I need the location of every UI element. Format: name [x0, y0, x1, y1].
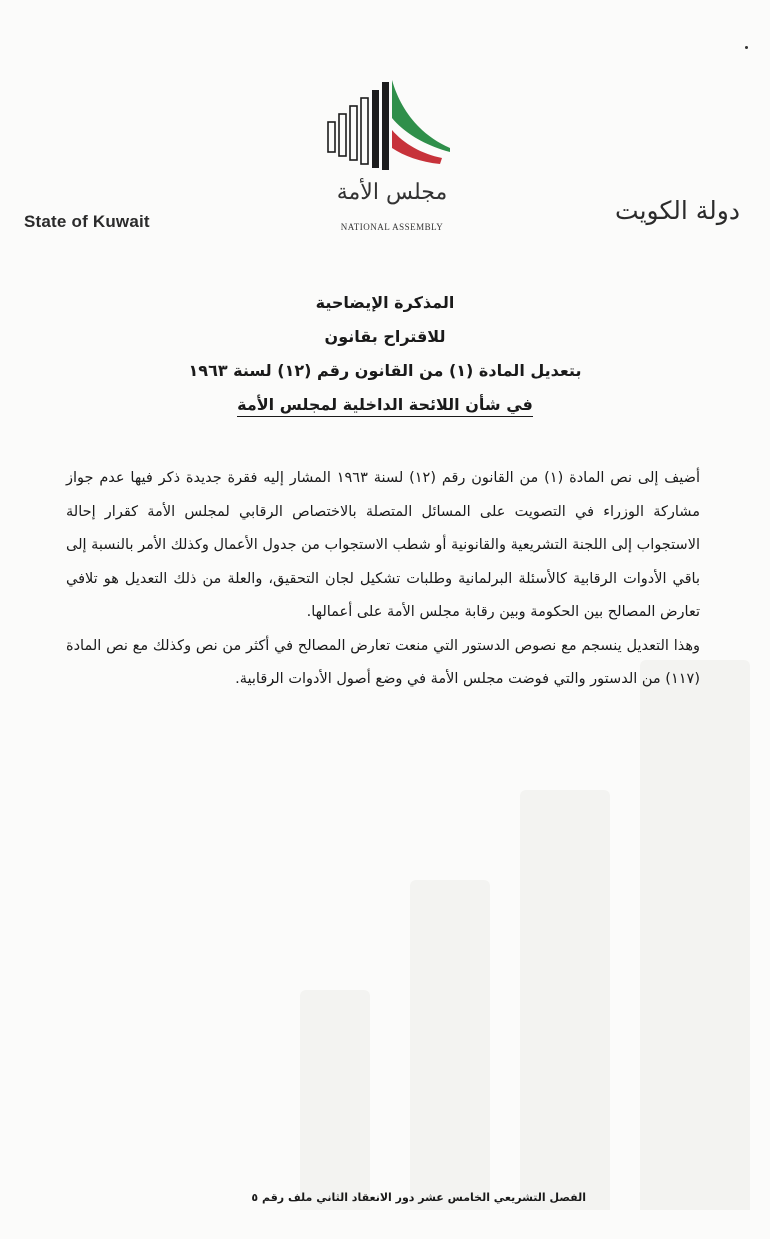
title-line-1: المذكرة الإيضاحية	[315, 293, 455, 312]
title-line-2: للاقتراح بقانون	[324, 327, 446, 346]
title-line-4: في شأن اللائحة الداخلية لمجلس الأمة	[237, 395, 533, 417]
watermark-bar	[410, 880, 490, 1210]
title-line-4-container	[100, 388, 670, 422]
body-paragraph-2: وهذا التعديل ينسجم مع نصوص الدستور التي منعت تعارض المصالح في أكثر من نص وكذلك مع نص المادة (١١٧) من الدستور والتي فوضت مجلس الأمة في وضع أصول الأدوات الرقابية.	[66, 637, 700, 687]
page-footer: الفصل التشريعي الخامس عشر دور الانعقاد الثاني ملف رقم ٥	[251, 1191, 586, 1204]
body-paragraph-1: أضيف إلى نص المادة (١) من القانون رقم (١٢) لسنة ١٩٦٣ المشار إليه فقرة جديدة ذكر فيها عدم جواز مشاركة الوزراء في التصويت على المسائل المتصلة بالاختصاص الرقابي لمجلس الأمة كقرار إحالة الاستجواب إلى اللجنة التشريعية والقانونية أو شطب الاستجواب من جدول الأعمال وكذلك الأمر بالنسبة إلى باقي الأدوات الرقابية كالأسئلة البرلمانية وطلبات تشكيل لجان التحقيق، والعلة من ذلك التعديل هو تلافي تعارض المصالح بين الحكومة وبين رقابة مجلس الأمة على أعمالها.	[66, 470, 700, 620]
state-name-english: State of Kuwait	[24, 212, 150, 231]
memo-body	[66, 462, 700, 697]
logo-english-text: NATIONAL ASSEMBLY	[340, 222, 444, 232]
letterhead	[0, 0, 770, 260]
watermark-bar	[300, 990, 370, 1210]
memo-title	[100, 286, 670, 422]
state-name-arabic: دولة الكويت	[615, 196, 740, 225]
title-line-3: بتعديل المادة (١) من القانون رقم (١٢) لسنة ١٩٦٣	[188, 361, 582, 380]
watermark-bar	[520, 790, 610, 1210]
logo-arabic-text: مجلس الأمة	[336, 180, 448, 205]
national-assembly-logo-icon	[322, 78, 462, 236]
watermark-bar	[640, 660, 750, 1210]
